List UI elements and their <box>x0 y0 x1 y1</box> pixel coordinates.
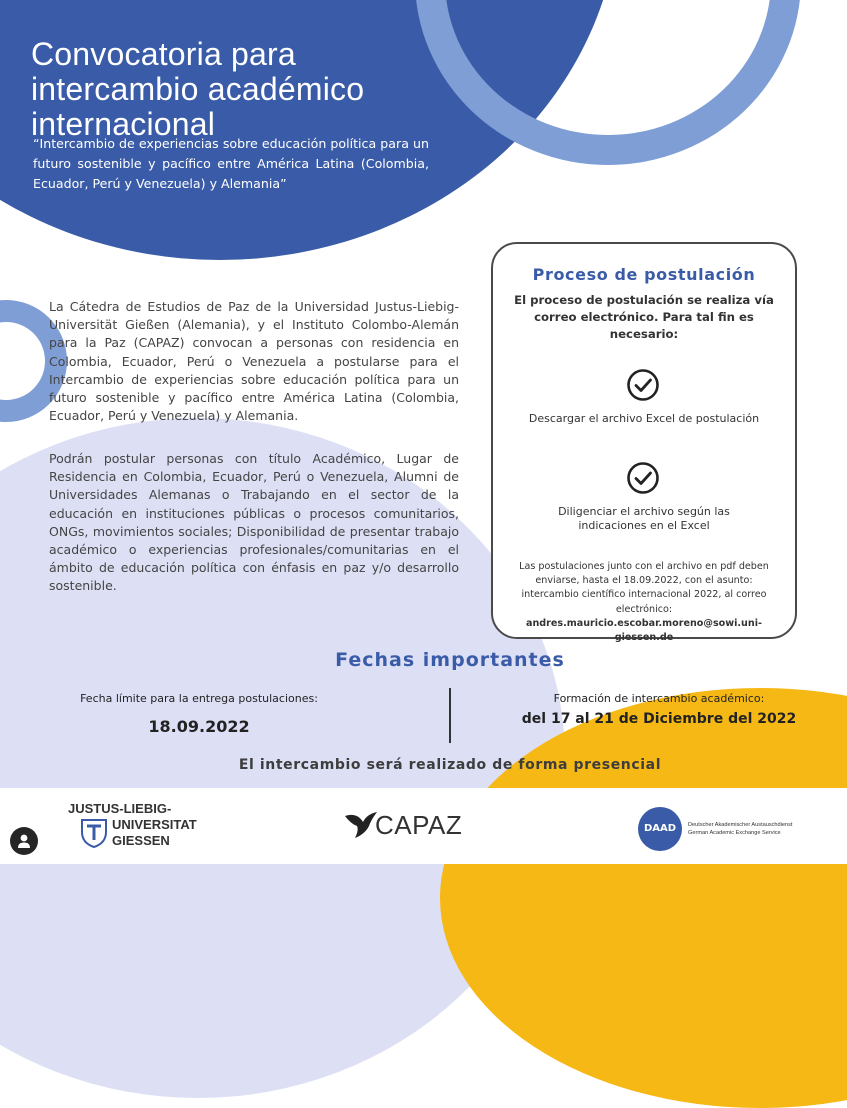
user-icon <box>15 832 33 850</box>
jlu-name-line-3: GIESSEN <box>112 833 170 848</box>
exchange-mode-note: El intercambio será realizado de forma presencial <box>238 757 662 773</box>
eligibility-paragraph: Podrán postular personas con título Académico, Lugar de Residencia en Colombia, Ecuador, Perú o Venezuela, Alumni de Universidades Alemanas o Trabajando en el sector de la educación en instituciones públicas o procesos comunitarios, ONGs, movimientos sociales; Disponibilidad de presentar trabajo académico o experiencias profesionales/comunitarias en el ámbito de educación política con énfasis en paz y/o desarrollo sostenible. <box>49 451 459 594</box>
step-fill-excel: Diligenciar el archivo según las indicaciones en el Excel <box>558 505 730 532</box>
page-title: Convocatoria para intercambio académico internacional <box>31 36 365 142</box>
step-download-excel: Descargar el archivo Excel de postulación <box>528 412 760 425</box>
jlu-name-line-1: JUSTUS-LIEBIG- <box>68 801 172 816</box>
deadline-label: Fecha límite para la entrega postulaciones: <box>80 692 318 705</box>
jlu-giessen-logo <box>66 802 196 852</box>
partner-logo-bar <box>0 788 847 864</box>
capaz-bird-icon <box>343 808 379 842</box>
check-circle-icon <box>626 368 660 402</box>
user-avatar[interactable] <box>10 827 38 855</box>
training-value: del 17 al 21 de Diciembre del 2022 <box>521 711 797 727</box>
capaz-logo <box>343 806 463 852</box>
contact-email-link[interactable]: andres.mauricio.escobar.moreno@sowi.uni-giessen.de <box>525 617 762 644</box>
daad-emblem: DAAD <box>638 807 682 851</box>
submission-note <box>513 560 775 645</box>
jlu-shield-icon <box>80 818 108 848</box>
daad-full-name-de: Deutscher Akademischer Austauschdienst <box>688 822 793 828</box>
dates-heading: Fechas importantes <box>335 649 565 671</box>
deadline-value: 18.09.2022 <box>148 717 250 736</box>
card-title: Proceso de postulación <box>532 265 756 284</box>
intro-paragraph: La Cátedra de Estudios de Paz de la Universidad Justus-Liebig-Universität Gießen (Alemania), y el Instituto Colombo-Alemán para la Paz (CAPAZ) convocan a personas con residencia en Colombia, Ecuador, Perú o Venezuela a postularse para el Intercambio de experiencias sobre educación política para un futuro sostenible y pacífico entre América Latina (Colombia, Ecuador, Perú y Venezuela) y Alemania. <box>49 299 459 424</box>
jlu-name-line-2: UNIVERSITAT <box>112 817 197 832</box>
card-intro: El proceso de postulación se realiza vía correo electrónico. Para tal fin es necesario: <box>514 293 774 341</box>
application-process-card <box>491 242 797 644</box>
daad-full-name-en: German Academic Exchange Service <box>688 830 781 836</box>
dates-divider <box>449 688 451 743</box>
daad-logo <box>638 806 818 852</box>
submission-note-text: Las postulaciones junto con el archivo en pdf deben enviarse, hasta el 18.09.2022, con el asunto: intercambio científico internacional 2022, al correo electrónico: <box>519 561 769 615</box>
capaz-wordmark: CAPAZ <box>375 810 463 840</box>
page-subtitle: “Intercambio de experiencias sobre educación política para un futuro sostenible y pacífico entre América Latina (Colombia, Ecuador, Perú y Venezuela) y Alemania” <box>33 136 429 191</box>
training-label: Formación de intercambio académico: <box>553 692 765 705</box>
check-circle-icon <box>626 461 660 495</box>
